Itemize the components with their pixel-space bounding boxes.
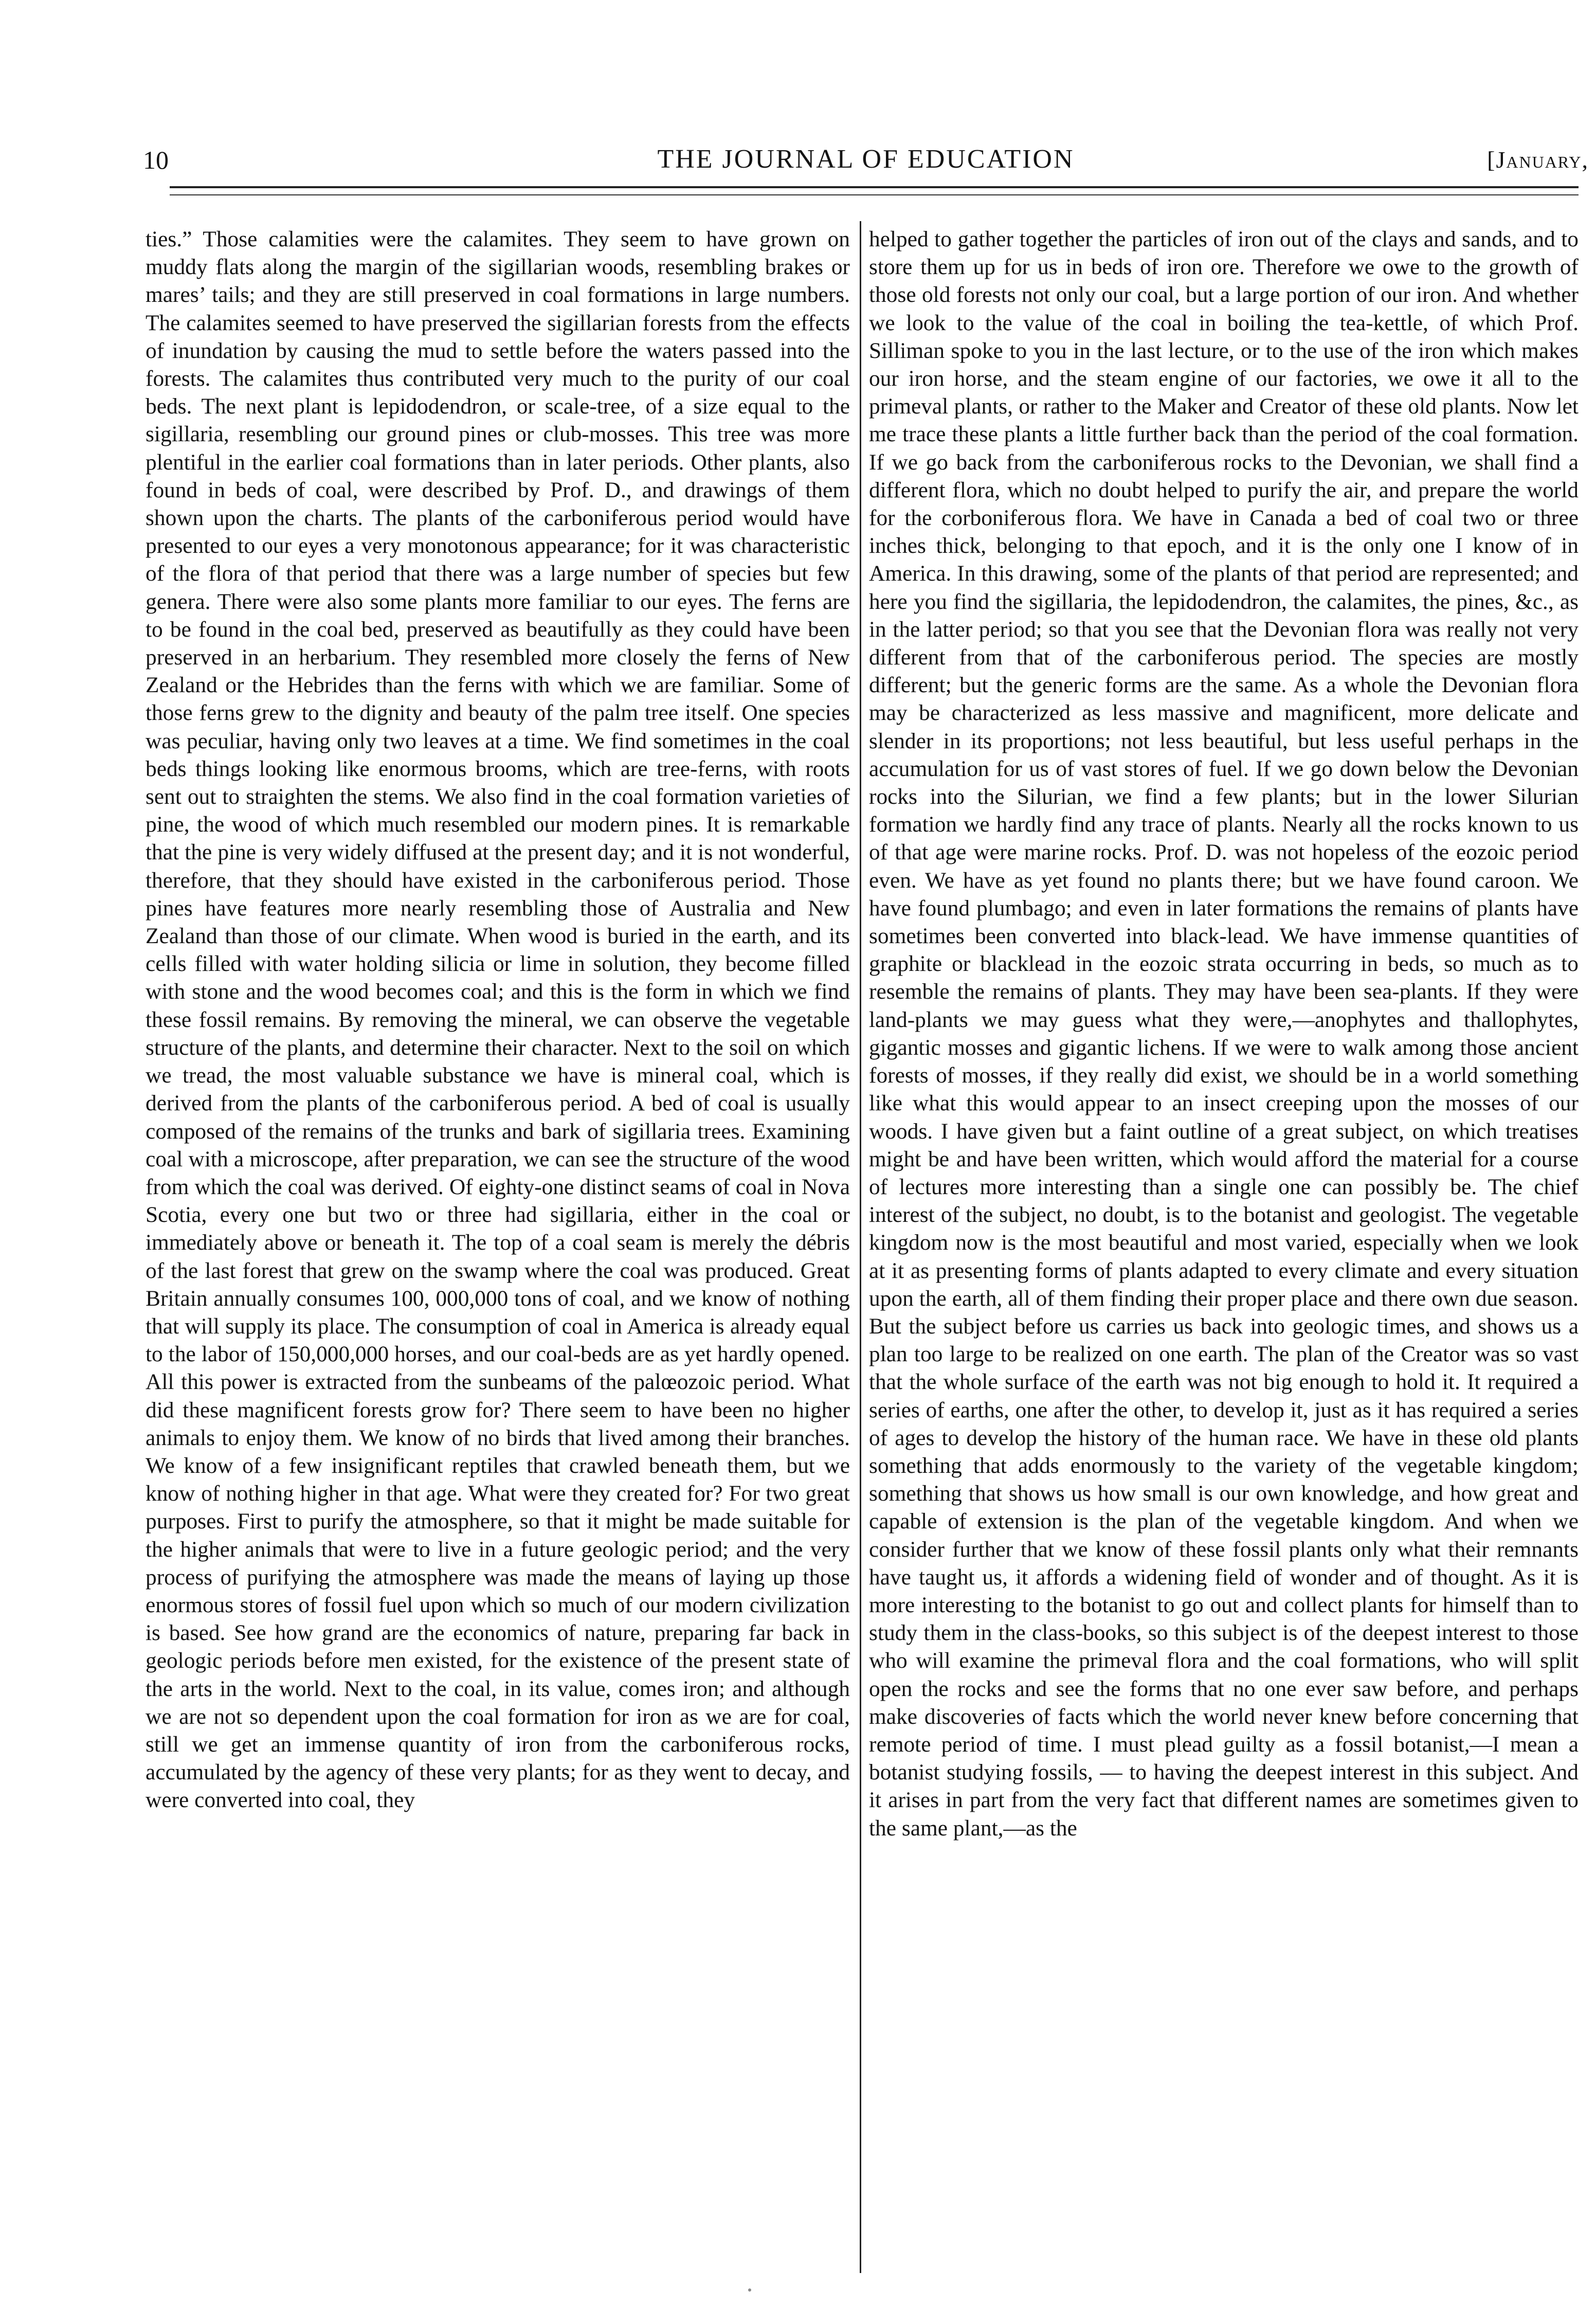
journal-title: THE JOURNAL OF EDUCATION xyxy=(657,145,1075,174)
page-number: 10 xyxy=(143,146,169,174)
left-column xyxy=(146,225,850,2272)
header-rule-thick xyxy=(170,186,1579,188)
right-column-text: helped to gather together the particles of iron out of the clays and sands, and to store them up for us in beds of iron ore. Therefore we owe to the growth of those old forests not only our coal, but a large portion of our iron. And whether we look to the value of the coal in boiling the tea-kettle, of which Prof. Silliman spoke to you in the last lecture, or to the use of the iron which makes our iron horse, and the steam engine of our factories, we owe it all to the primeval plants, or rather to the Maker and Creator of these old plants. Now let me trace these plants a little further back than the period of the coal formation. If we go back from the carboniferous rocks to the Devonian, we shall find a different flora, which no doubt helped to purify the air, and prepare the world for the corboniferous flora. We have in Canada a bed of coal two or three inches thick, belonging to that epoch, and it is the only one I know of in America. In this drawing, some of the plants of that period are represented; and here you find the sigillaria, the lepidodendron, the calamites, the pines, &c., as in the latter period; so that you see that the Devonian flora was really not very different from that of the carboniferous period. The species are mostly different; but the generic forms are the same. As a whole the Devonian flora may be characterized as less massive and magnificent, more delicate and slender in its proportions; not less beautiful, but less useful perhaps in the accumulation for us of vast stores of fuel. If we go down below the Devonian rocks into the Silurian, we find a few plants; but in the lower Silurian formation we hardly find any trace of plants. Nearly all the rocks known to us of that age were marine rocks. Prof. D. was not hopeless of the eozoic period even. We have as yet found no plants there; but we have found caroon. We have found plumbago; and even in later formations the remains of plants have sometimes been converted into black-lead. We have immense quantities of graphite or blacklead in the eozoic strata occurring in beds, so much as to resemble the remains of plants. They may have been sea-plants. If they were land-plants we may guess what they were,—anophytes and thallophytes, gigantic mosses and gigantic lichens. If we were to walk among those ancient forests of mosses, if they really did exist, we should be in a world something like what this would appear to an insect creeping upon the mosses of our woods. I have given but a faint outline of a great subject, on which treatises might be and have been written, which would afford the material for a course of lectures more interesting than a single one can possibly be. The chief interest of the subject, no doubt, is to the botanist and geologist. The vegetable kingdom now is the most beautiful and most varied, especially when we look at it as presenting forms of plants adapted to every climate and every situation upon the earth, all of them finding their proper place and there own due season. But the subject before us carries us back into geologic times, and shows us a plan too large to be realized on one earth. The plan of the Creator was so vast that the whole surface of the earth was not big enough to hold it. It required a series of earths, one after the other, to develop it, just as it has required a series of ages to develop the history of the human race. We have in these old plants something that adds enormously to the variety of the vegetable kingdom; something that shows us how small is our own knowledge, and how great and capable of extension is the plan of the vegetable kingdom. And when we consider further that we know of these fossil plants only what their remnants have taught us, it affords a widening field of wonder and of thought. As it is more interesting to the botanist to go out and collect plants for himself than to study them in the class-books, so this subject is of the deepest interest to those who will examine the primeval flora and the coal formations, who will split open the rocks and see the forms that no one ever saw before, and perhaps make discoveries of facts which the world never knew before concerning that remote period of time. I must plead guilty as a fossil botanist,—I mean a botanist studying fossils, — to having the deepest interest in this subject. And it arises in part from the very fact that different names are sometimes given to the same plant,—as the xyxy=(869,227,1579,1841)
print-speck xyxy=(748,2288,751,2292)
issue-month: [January, xyxy=(1487,147,1589,173)
header-rule-thin xyxy=(170,194,1579,195)
column-divider xyxy=(860,221,861,2273)
right-column xyxy=(869,225,1579,2272)
left-column-text: ties.” Those calamities were the calamites. They seem to have grown on muddy flats along the margin of the sigillarian woods, resembling brakes or mares’ tails; and they are still preserved in coal formations in large numbers. The calamites seemed to have preserved the sigillarian forests from the effects of inundation by causing the mud to settle before the waters passed into the forests. The calamites thus contributed very much to the purity of our coal beds. The next plant is lepidodendron, or scale-tree, of a size equal to the sigillaria, resembling our ground pines or club-mosses. This tree was more plentiful in the earlier coal formations than in later periods. Other plants, also found in beds of coal, were described by Prof. D., and drawings of them shown upon the charts. The plants of the carboniferous period would have presented to our eyes a very monotonous appearance; for it was characteristic of the flora of that period that there was a large number of species but few genera. There were also some plants more familiar to our eyes. The ferns are to be found in the coal bed, preserved as beautifully as they could have been preserved in an herbarium. They resembled more closely the ferns of New Zealand or the Hebrides than the ferns with which we are familiar. Some of those ferns grew to the dignity and beauty of the palm tree itself. One species was peculiar, having only two leaves at a time. We find sometimes in the coal beds things looking like enormous brooms, which are tree-ferns, with roots sent out to straighten the stems. We also find in the coal formation varieties of pine, the wood of which much resembled our modern pines. It is remarkable that the pine is very widely diffused at the present day; and it is not wonderful, therefore, that they should have existed in the carboniferous period. Those pines have features more nearly resembling those of Australia and New Zealand than those of our climate. When wood is buried in the earth, and its cells filled with water holding silicia or lime in solution, they become filled with stone and the wood becomes coal; and this is the form in which we find these fossil remains. By removing the mineral, we can observe the vegetable structure of the plants, and determine their character. Next to the soil on which we tread, the most valuable substance we have is mineral coal, which is derived from the plants of the carboniferous period. A bed of coal is usually composed of the remains of the trunks and bark of sigillaria trees. Examining coal with a microscope, after preparation, we can see the structure of the wood from which the coal was derived. Of eighty-one distinct seams of coal in Nova Scotia, every one but two or three had sigillaria, either in the coal or immediately above or beneath it. The top of a coal seam is merely the débris of the last forest that grew on the swamp where the coal was produced. Great Britain annually consumes 100, 000,000 tons of coal, and we know of nothing that will supply its place. The consumption of coal in America is already equal to the labor of 150,000,000 horses, and our coal-beds are as yet hardly opened. All this power is extracted from the sunbeams of the palœozoic period. What did these magnificent forests grow for? There seem to have been no higher animals to enjoy them. We know of no birds that lived among their branches. We know of a few insignificant reptiles that crawled beneath them, but we know of nothing higher in that age. What were they created for? For two great purposes. First to purify the atmosphere, so that it might be made suitable for the higher animals that were to live in a future geologic period; and the very process of purifying the atmosphere was made the means of laying up those enormous stores of fossil fuel upon which so much of our modern civilization is based. See how grand are the economics of nature, preparing far back in geologic periods before men existed, for the existence of the present state of the arts in the world. Next to the coal, in its value, comes iron; and although we are not so dependent upon the coal formation for iron as we are for coal, still we get an immense quantity of iron from the carboniferous rocks, accumulated by the agency of these very plants; for as they went to decay, and were converted into coal, they xyxy=(146,227,850,1813)
running-header xyxy=(143,143,1589,179)
